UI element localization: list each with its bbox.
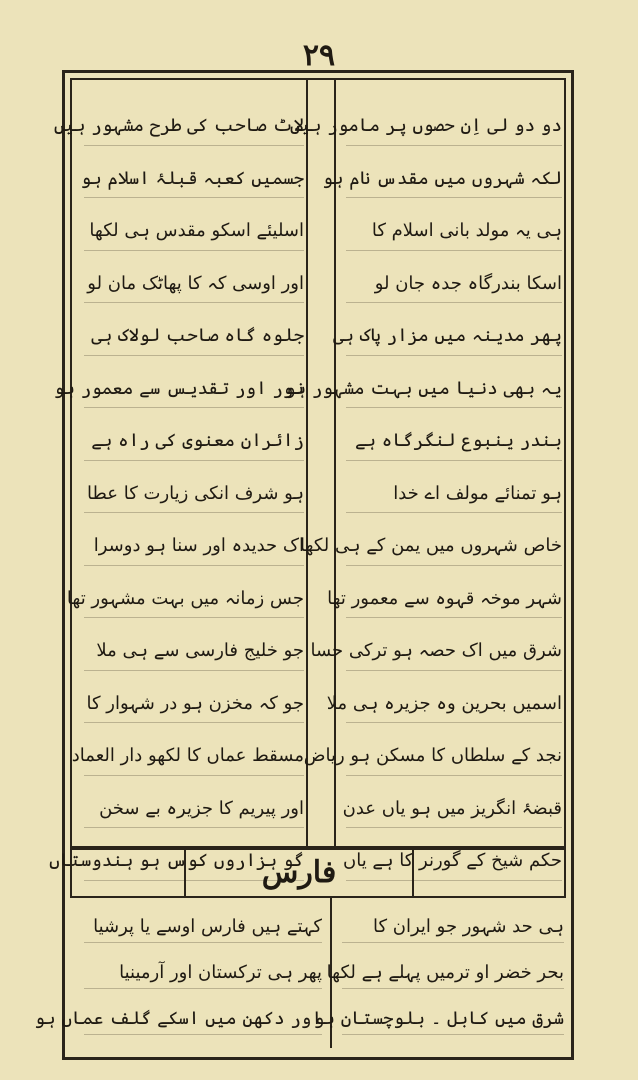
verse-line: ہو تمنائے مولف اے خدا [342, 468, 562, 521]
verse-line: بحر خضر او ترمیں پہلے ہے لکھا [338, 950, 564, 996]
verse-line: بندر ینبوع لنگرگاہ ہے [342, 415, 562, 468]
verse-line: ہی حد شہور جو ایران کا [338, 904, 564, 950]
verse-line: نور اور تقدیس سے معمور ہو [80, 363, 304, 416]
verse-line: گو ہزاروں کوس ہو ہندوستاں [80, 835, 304, 888]
verse-line: کہتے ہیں فارس اوسے یا پرشیا [80, 904, 322, 950]
bottom-column-right [313, 904, 564, 1042]
verse-line: جسمیں کعبہ قبلۂ اسلام ہو [80, 153, 304, 206]
verse-line: قبضۂ انگریز میں ہو یاں عدن [342, 783, 562, 836]
verse-line: شہر موخہ قہوہ سے معمور تھا [342, 573, 562, 626]
verse-line: خاص شہروں میں یمن کے ہی لکھا [342, 520, 562, 573]
verse-line: جس زمانہ میں بہت مشہور تھا [80, 573, 304, 626]
verse-line: ہو شرف انکی زیارت کا عطا [80, 468, 304, 521]
verse-line: لکہ شہروں میں مقدس نام ہو [342, 153, 562, 206]
verse-line: ہی یہ مولد بانی اسلام کا [342, 205, 562, 258]
verse-column-left [49, 100, 304, 888]
verse-line: پھر مدینہ میں مزار پاک ہی [342, 310, 562, 363]
verse-line: شرق میں اک حصہ ہو ترکی حسا [342, 625, 562, 678]
verse-line: شرق میں کابل ۔ بلوچستان ہو [338, 996, 564, 1042]
page-number: ۲۹ [302, 38, 336, 73]
verse-line: اسلیئے اسکو مقدس ہی لکھا [80, 205, 304, 258]
verse-line: حکم شیخ کے گورنر کا ہے یاں [342, 835, 562, 888]
verse-line: اک حدیدہ اور سنا ہو دوسرا [80, 520, 304, 573]
bottom-column-left [34, 904, 322, 1042]
verse-line: یہ بھی دنیا میں بہت مشہور ہو [342, 363, 562, 416]
verse-line: اور اوسی کہ کا پھاٹک مان لو [80, 258, 304, 311]
verse-line: اور دکھن میں اسکے گلف عماں ہو [80, 996, 322, 1042]
verse-line: جلوہ گاہ صاحب لولاک ہی [80, 310, 304, 363]
verse-line: اسکا بندرگاہ جدہ جان لو [342, 258, 562, 311]
verse-line: جو کہ مخزن ہو در شہوار کا [80, 678, 304, 731]
verse-line: جو خلیج فارسی سے ہی ملا [80, 625, 304, 678]
verse-line: اور پیریم کا جزیرہ بے سخن [80, 783, 304, 836]
verse-line: مسقط عماں کا لکھو دار العماد [80, 730, 304, 783]
verse-line: دو دو لی اِن حصوں پر مامور ہیں [342, 100, 562, 153]
verse-line: نجد کے سلطاں کا مسکن ہو ریاض [342, 730, 562, 783]
verse-line: پھر ہی ترکستان اور آرمینیا [80, 950, 322, 996]
verse-line: لاٹ صاحب کی طرح مشہور ہیں [80, 100, 304, 153]
section-title: فارس [184, 850, 414, 896]
verse-line: اسمیں بحرین وہ جزیرہ ہی ملا [342, 678, 562, 731]
section-title-band [70, 848, 566, 898]
verse-line: زائران معنوی کی راہ ہے [80, 415, 304, 468]
